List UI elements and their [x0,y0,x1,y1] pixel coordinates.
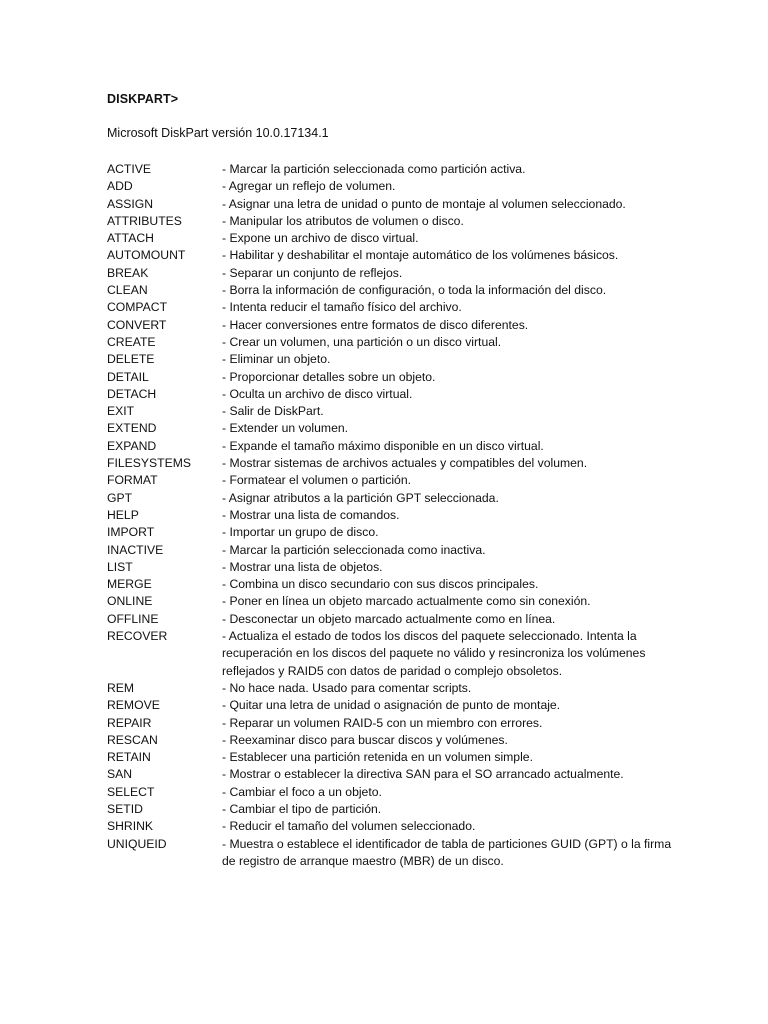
command-description: - Quitar una letra de unidad o asignación de punto de montaje. [222,698,561,713]
command-row [107,593,707,610]
command-description: - Mostrar sistemas de archivos actuales y compatibles del volumen. [222,456,588,471]
command-name: ATTRIBUTES [107,213,182,228]
command-name: DETAIL [107,369,149,384]
command-description: - No hace nada. Usado para comentar scripts. [222,680,472,695]
command-row [107,334,707,351]
command-name: EXPAND [107,438,157,453]
command-name: AUTOMOUNT [107,248,186,263]
command-name: OFFLINE [107,611,159,626]
command-description: - Desconectar un objeto marcado actualmente como en línea. [222,611,556,626]
command-row [107,230,707,247]
command-row [107,801,707,818]
diskpart-prompt: DISKPART> [107,92,179,106]
command-description: - Intenta reducir el tamaño físico del archivo. [222,300,462,315]
command-name: HELP [107,507,139,522]
command-row [107,455,707,472]
command-name: REPAIR [107,715,152,730]
command-row [107,715,707,732]
command-row [107,818,707,835]
command-row [107,559,707,576]
command-name: SETID [107,801,143,816]
command-description: - Separar un conjunto de reflejos. [222,265,403,280]
command-name: SHRINK [107,819,154,834]
command-description: - Reexaminar disco para buscar discos y volúmenes. [222,732,508,747]
command-name: IMPORT [107,525,155,540]
command-row [107,265,707,282]
command-row [107,490,707,507]
command-row [107,766,707,783]
command-description: - Combina un disco secundario con sus discos principales. [222,577,539,592]
command-name: ACTIVE [107,162,152,176]
command-description: - Expande el tamaño máximo disponible en un disco virtual. [222,438,544,453]
command-description: - Salir de DiskPart. [222,404,324,419]
command-name: RECOVER [107,629,168,644]
command-description: - Cambiar el foco a un objeto. [222,784,382,799]
command-description: - Reducir el tamaño del volumen seleccionado. [222,819,476,834]
command-name: LIST [107,559,133,574]
command-row [107,403,707,420]
command-row [107,438,707,455]
command-description: - Borra la información de configuración, o toda la información del disco. [222,283,607,298]
command-description: - Mostrar una lista de objetos. [222,559,383,574]
command-name: DETACH [107,386,157,401]
command-description: - Asignar atributos a la partición GPT seleccionada. [222,490,499,505]
command-row [107,213,707,230]
command-description: - Habilitar y deshabilitar el montaje automático de los volúmenes básicos. [222,248,619,263]
command-name: MERGE [107,577,152,592]
command-description: - Agregar un reflejo de volumen. [222,179,396,194]
command-name: EXTEND [107,421,157,436]
command-name: ONLINE [107,594,153,609]
command-row [107,576,707,593]
command-row [107,178,707,195]
command-description: - Mostrar o establecer la directiva SAN para el SO arrancado actualmente. [222,767,624,782]
command-name: GPT [107,490,133,505]
command-description: - Poner en línea un objeto marcado actualmente como sin conexión. [222,594,591,609]
command-description: - Extender un volumen. [222,421,349,436]
command-row [107,611,707,628]
command-description: - Marcar la partición seleccionada como partición activa. [222,162,526,176]
command-row [107,628,707,680]
command-row [107,507,707,524]
command-row [107,351,707,368]
command-description: - Muestra o establece el identificador de tabla de particiones GUID (GPT) o la firma de registro de arranque maestro (MBR) de un disco. [222,836,672,868]
command-description: - Manipular los atributos de volumen o disco. [222,213,464,228]
command-description: - Eliminar un objeto. [222,352,331,367]
command-name: SAN [107,767,133,782]
command-name: ATTACH [107,231,154,246]
command-row [107,317,707,334]
command-description: - Proporcionar detalles sobre un objeto. [222,369,436,384]
command-row [107,282,707,299]
command-name: ASSIGN [107,196,154,211]
command-name: COMPACT [107,300,168,315]
command-name: RETAIN [107,750,151,765]
command-description: - Mostrar una lista de comandos. [222,507,400,522]
command-row [107,524,707,541]
command-row [107,749,707,766]
command-name: EXIT [107,404,135,419]
command-description: - Crear un volumen, una partición o un disco virtual. [222,334,502,349]
command-description: - Expone un archivo de disco virtual. [222,231,419,246]
command-row [107,299,707,316]
command-name: CREATE [107,334,156,349]
command-description: - Hacer conversiones entre formatos de disco diferentes. [222,317,529,332]
command-description: - Establecer una partición retenida en un volumen simple. [222,750,533,765]
command-description: - Asignar una letra de unidad o punto de montaje al volumen seleccionado. [222,196,626,211]
command-name: ADD [107,179,133,194]
command-name: UNIQUEID [107,836,167,851]
command-row [107,161,707,178]
command-description: - Reparar un volumen RAID-5 con un miembro con errores. [222,715,543,730]
command-row [107,836,707,871]
command-row [107,472,707,489]
command-name: REM [107,680,135,695]
command-name: DELETE [107,352,155,367]
command-name: BREAK [107,265,149,280]
command-description: - Marcar la partición seleccionada como inactiva. [222,542,486,557]
command-description: - Cambiar el tipo de partición. [222,801,382,816]
command-row [107,247,707,264]
version-line: Microsoft DiskPart versión 10.0.17134.1 [107,126,329,140]
command-row [107,680,707,697]
command-description: - Formatear el volumen o partición. [222,473,411,488]
command-name: SELECT [107,784,155,799]
command-row [107,784,707,801]
command-row [107,732,707,749]
command-name: CLEAN [107,283,148,298]
command-name: FILESYSTEMS [107,456,191,471]
command-name: FORMAT [107,473,158,488]
command-row [107,420,707,437]
command-row [107,196,707,213]
command-name: REMOVE [107,698,160,713]
command-description: - Importar un grupo de disco. [222,525,379,540]
command-name: RESCAN [107,732,158,747]
command-name: INACTIVE [107,542,164,557]
command-name: CONVERT [107,317,167,332]
command-description: - Actualiza el estado de todos los discos del paquete seleccionado. Intenta la recuperación en los discos del paquete no válido y resincroniza los volúmenes reflejados y RAID5 con datos de paridad o complejo obsoletos. [222,629,646,678]
command-row [107,386,707,403]
command-row [107,542,707,559]
command-description: - Oculta un archivo de disco virtual. [222,386,413,401]
command-row [107,369,707,386]
command-row [107,697,707,714]
command-list [107,161,707,870]
